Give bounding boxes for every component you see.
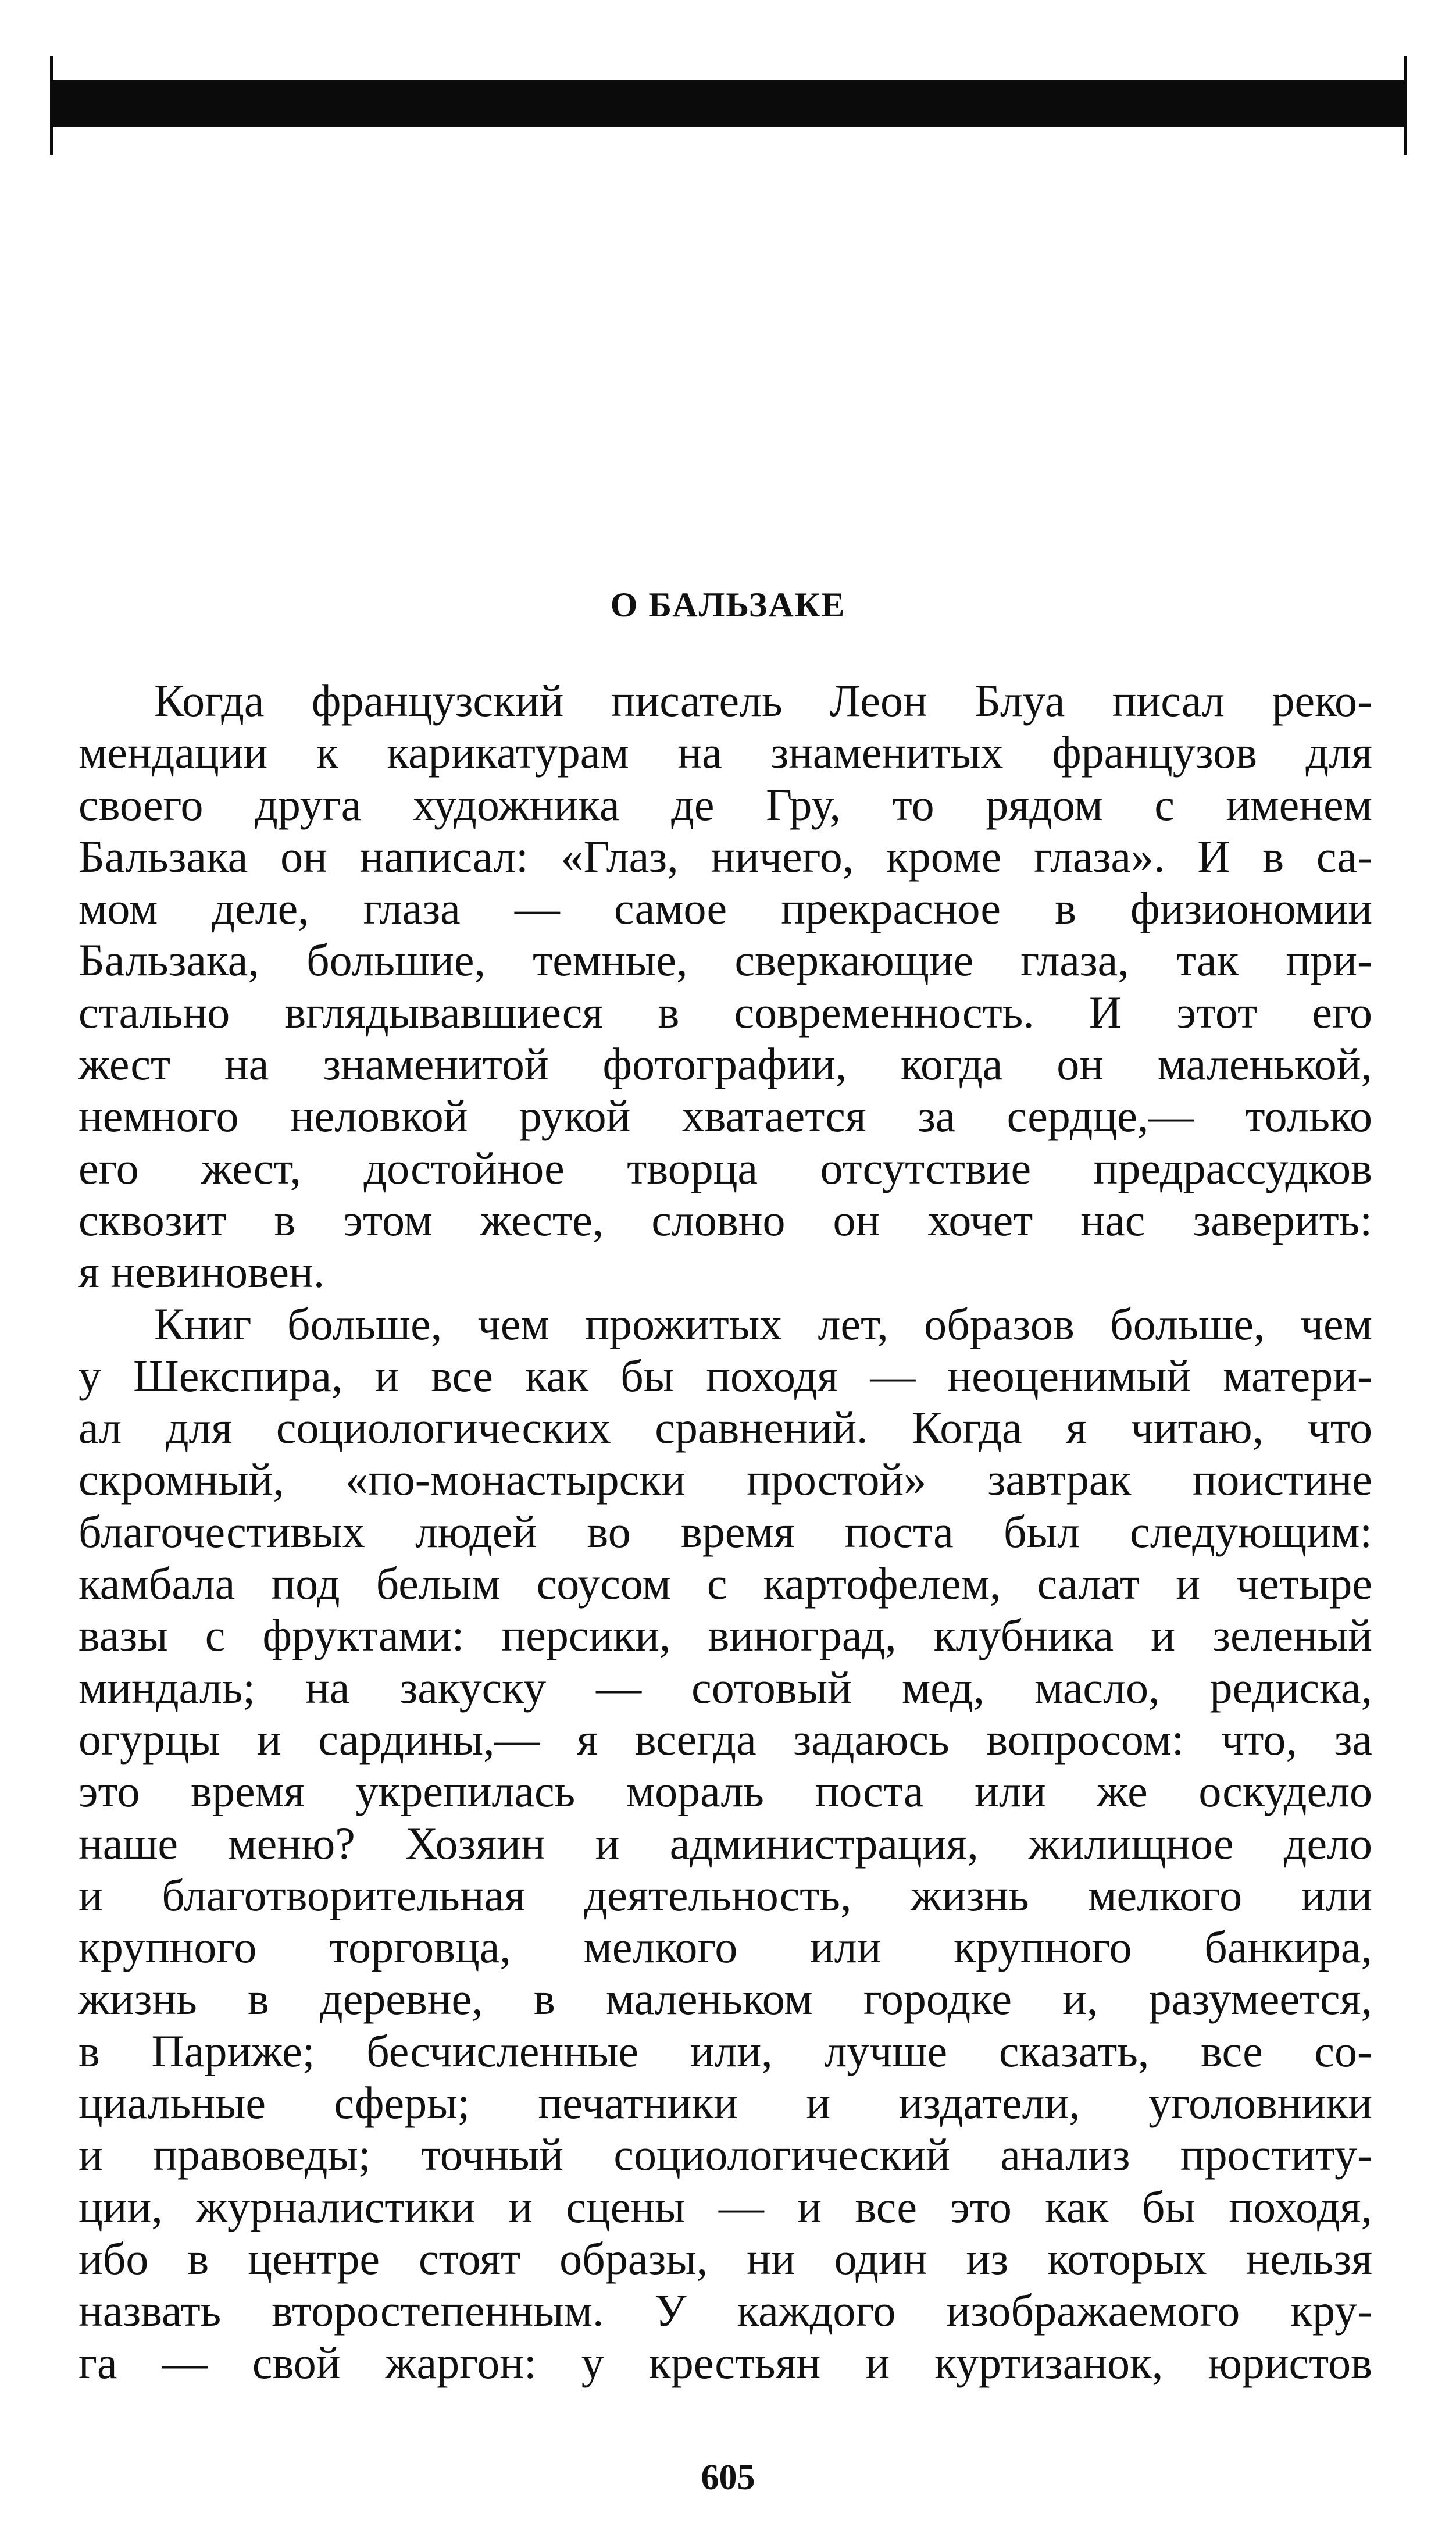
text-line: я невиновен. [78,1246,325,1298]
body-text [78,675,1372,2389]
text-line: мендации к карикатурам на знаменитых французов для [78,727,1372,778]
text-line: наше меню? Хозяин и администрация, жилищное дело [78,1817,1372,1869]
text-line: мом деле, глаза — самое прекрасное в физиономии [78,883,1372,934]
text-line: благочестивых людей во время поста был следующим: [78,1506,1372,1557]
text-line: Бальзака он написал: «Глаз, ничего, кроме глаза». И в са- [78,830,1372,882]
text-line: ал для социологических сравнений. Когда я читаю, что [78,1402,1372,1453]
text-line: жизнь в деревне, в маленьком городке и, разумеется, [78,1973,1372,2024]
paragraph [78,675,1372,1298]
text-line: это время укрепилась мораль поста или же оскудело [78,1766,1372,1817]
text-line: назвать второстепенным. У каждого изображаемого кру- [78,2285,1372,2336]
text-line: ибо в центре стоят образы, ни один из которых нельзя [78,2233,1372,2284]
page-title: О БАЛЬЗАКЕ [610,586,846,624]
text-line: жест на знаменитой фотографии, когда он маленькой, [78,1039,1372,1090]
text-line: у Шекспира, и все как бы походя — неоценимый матери- [78,1350,1372,1401]
text-line: скромный, «по-монастырски простой» завтрак поистине [78,1454,1372,1505]
top-rule-right-tick [1404,56,1407,155]
paragraph [78,1298,1372,2389]
text-line: га — свой жаргон: у крестьян и куртизанок, юристов [78,2337,1372,2388]
text-line: его жест, достойное творца отсутствие предрассудков [78,1142,1372,1193]
text-line: Когда французский писатель Леон Блуа писал реко- [154,675,1372,726]
text-line: ции, журналистики и сцены — и все это как бы походя, [78,2181,1372,2232]
text-line: и благотворительная деятельность, жизнь мелкого или [78,1869,1372,1920]
text-line: Книг больше, чем прожитых лет, образов больше, чем [154,1298,1372,1349]
text-line: циальные сферы; печатники и издатели, уголовники [78,2077,1372,2129]
text-line: крупного торговца, мелкого или крупного банкира, [78,1922,1372,1973]
page-number: 605 [701,2458,755,2497]
text-line: вазы с фруктами: персики, виноград, клубника и зеленый [78,1610,1372,1661]
text-line: Бальзака, большие, темные, сверкающие глаза, так при- [78,935,1372,986]
text-line: миндаль; на закуску — сотовый мед, масло, редиска, [78,1662,1372,1713]
text-line: в Париже; бесчисленные или, лучше сказать, все со- [78,2025,1372,2076]
text-line: и правоведы; точный социологический анализ проститу- [78,2129,1372,2180]
text-line: немного неловкой рукой хватается за сердце,— только [78,1090,1372,1142]
text-line: стально вглядывавшиеся в современность. И этот его [78,986,1372,1038]
text-line: своего друга художника де Гру, то рядом с именем [78,779,1372,830]
top-black-rule [51,80,1406,127]
text-line: камбала под белым соусом с картофелем, салат и четыре [78,1558,1372,1609]
text-line: огурцы и сардины,— я всегда задаюсь вопросом: что, за [78,1713,1372,1765]
text-line: сквозит в этом жесте, словно он хочет нас заверить: [78,1194,1372,1245]
top-rule-left-tick [50,56,53,155]
